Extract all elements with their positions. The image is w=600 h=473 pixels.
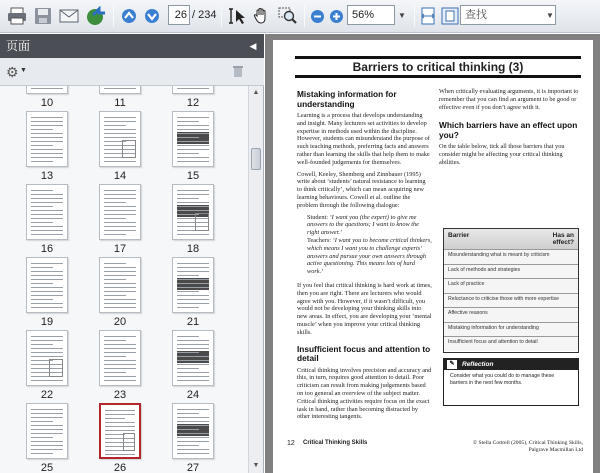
right-column (439, 88, 579, 171)
thumbnail-text-line (104, 279, 126, 280)
page-thumbnail-number[interactable]: 10 (40, 97, 54, 109)
thumbnail-text-line (177, 421, 209, 422)
thumbnail-text-line (177, 202, 209, 203)
thumbnail-text-line (31, 295, 63, 296)
paragraph: Cowell, Keeley, Shemberg and Zinnbauer (1995) write about ‘students’ natural resistance to learning to think critically’, which can mean acquiring new learning behaviours. Cowell et al. outline the problem through the following dialogue: (297, 170, 426, 209)
table-row: Mistaking information for understanding (444, 322, 578, 337)
left-column (297, 88, 432, 425)
pages-panel (0, 34, 264, 473)
page-thumbnails (0, 86, 248, 473)
thumbnail-text-line (177, 267, 209, 268)
text-select-icon[interactable] (226, 4, 248, 28)
reflection-title: Reflection (462, 361, 494, 368)
scroll-down-icon[interactable]: ▼ (252, 462, 260, 469)
thumbnail-text-line (177, 263, 209, 264)
thumbnail-text-line (31, 433, 63, 434)
thumbnail-text-line (177, 291, 199, 292)
chevron-down-icon[interactable]: ▼ (20, 67, 27, 74)
thumbnail-text-line (105, 434, 125, 435)
thumbnail-scrollbar[interactable] (248, 86, 263, 473)
thumbnail-text-line (177, 88, 209, 89)
thumbnail-text-line (177, 417, 209, 418)
thumbnail-text-line (31, 226, 63, 227)
thumbnail-text-line (177, 190, 209, 191)
toolbar (0, 0, 600, 33)
thumbnail-text-line (104, 303, 136, 304)
thumbnail-text-line (31, 271, 63, 272)
thumbnail-text-line (177, 295, 209, 296)
thumbnail-text-line (104, 299, 136, 300)
thumbnail-text-line (31, 409, 63, 410)
footer-page-number: 12 (287, 440, 295, 447)
thumbnail-text-line (177, 307, 199, 308)
previous-page-icon[interactable] (118, 4, 140, 28)
thumbnail-box (122, 140, 136, 158)
thumbnail-text-line (177, 425, 209, 426)
thumbnail-text-line (31, 437, 53, 438)
thumbnail-text-line (31, 303, 63, 304)
thumbnail-text-line (177, 413, 199, 414)
page-thumbnail-number[interactable]: 14 (113, 170, 127, 182)
page-thumbnail[interactable] (172, 111, 214, 167)
page-thumbnail-number[interactable]: 15 (186, 170, 200, 182)
page-total: / 234 (192, 9, 217, 21)
thumbnail-text-line (177, 441, 209, 442)
thumbnail-text-line (31, 137, 63, 138)
collapse-panel-icon[interactable]: ◀ (249, 41, 257, 51)
thumbnail-text-line (104, 376, 136, 377)
thumbnail-text-line (104, 267, 136, 268)
page-thumbnail[interactable] (26, 184, 68, 240)
thumbnail-text-line (177, 137, 199, 138)
thumbnail-text-line (104, 307, 136, 308)
thumbnail-text-line (31, 194, 63, 195)
thumbnail-text-line (177, 360, 209, 361)
thumbnail-text-line (104, 283, 136, 284)
thumbnail-text-line (31, 222, 53, 223)
collaborate-icon[interactable] (84, 4, 108, 28)
thumbnail-text-line (177, 453, 209, 454)
thumbnail-text-line (104, 263, 126, 264)
document-page (273, 40, 593, 473)
reflection-box (443, 358, 579, 406)
thumbnail-text-line (31, 157, 63, 158)
table-header (444, 229, 578, 249)
thumbnail-text-line (31, 299, 53, 300)
page-thumbnail[interactable] (26, 86, 68, 94)
thumbnail-text-line (105, 422, 135, 423)
thumbnail-text-line (104, 137, 136, 138)
table-row: Misunderstanding what is meant by criticism (444, 249, 578, 264)
page-thumbnail-number[interactable]: 21 (186, 316, 200, 328)
zoom-out-icon[interactable] (308, 4, 326, 28)
thumbnail-text-line (104, 161, 136, 162)
thumbnail-text-line (31, 283, 53, 284)
page-thumbnail[interactable] (99, 403, 141, 459)
thumbnail-text-line (104, 352, 136, 353)
thumbnail-text-line (104, 364, 136, 365)
thumbnail-text-line (31, 429, 63, 430)
thumbnail-text-line (31, 380, 63, 381)
page-thumbnail[interactable] (172, 184, 214, 240)
page-thumbnail[interactable] (99, 86, 141, 94)
thumbnail-text-line (31, 344, 53, 345)
thumbnail-text-line (177, 153, 199, 154)
thumbnail-text-line (105, 418, 125, 419)
next-page-icon[interactable] (141, 4, 163, 28)
thumbnail-text-line (177, 409, 209, 410)
thumbnail-text-line (104, 129, 136, 130)
thumbnail-text-line (104, 234, 126, 235)
page-thumbnail-number[interactable]: 20 (113, 316, 127, 328)
thumbnail-text-line (105, 414, 135, 415)
page-number-input[interactable]: 26 (168, 5, 190, 25)
barriers-table (443, 228, 579, 353)
thumbnail-text-line (177, 157, 209, 158)
thumbnail-text-line (104, 230, 136, 231)
thumbnail-text-line (31, 356, 63, 357)
dialog-label: Student: (307, 213, 328, 221)
thumbnail-text-line (177, 356, 209, 357)
thumbnail-text-line (104, 275, 136, 276)
thumbnail-text-line (31, 291, 63, 292)
marquee-zoom-icon[interactable] (276, 4, 300, 28)
panel-title: 页面 (6, 39, 31, 53)
thumbnail-text-line (177, 271, 209, 272)
thumbnail-text-line (104, 226, 136, 227)
thumbnail-text-line (177, 161, 209, 162)
thumbnail-text-line (104, 190, 136, 191)
thumbnail-text-line (104, 210, 136, 211)
thumbnail-text-line (31, 190, 53, 191)
thumbnail-text-line (104, 194, 136, 195)
page-thumbnail-number[interactable]: 18 (186, 243, 200, 255)
thumbnail-text-line (104, 218, 126, 219)
chevron-down-icon[interactable]: ▼ (546, 10, 554, 20)
thumbnail-text-line (31, 413, 63, 414)
thumbnail-text-line (177, 303, 209, 304)
thumbnail-text-line (31, 336, 63, 337)
thumbnail-text-line (31, 153, 63, 154)
thumbnail-text-line (31, 117, 63, 118)
page-thumbnail-number[interactable]: 27 (186, 462, 200, 473)
thumbnail-text-line (177, 348, 209, 349)
thumbnail-text-line (104, 121, 136, 122)
thumbnail-text-line (31, 352, 63, 353)
thumbnail-text-line (104, 340, 126, 341)
thumbnail-text-line (31, 425, 63, 426)
thumbnail-text-line (31, 348, 63, 349)
thumbnail-text-line (31, 141, 63, 142)
page-thumbnail[interactable] (172, 257, 214, 313)
zoom-in-icon[interactable] (327, 4, 345, 28)
thumbnail-text-line (177, 279, 209, 280)
thumbnail-text-line (177, 336, 199, 337)
thumbnail-text-line (31, 202, 63, 203)
thumbnail-text-line (104, 117, 136, 118)
thumbnail-text-line (31, 125, 63, 126)
paragraph: Learning is a process that develops understanding and insight. Many lecturers set activities to develop expertise in methods used within the discipline. However, students can misunderstand the purpose of such teaching methods, preferring facts and answers rather than learning the skills that help them to make well-founded judgements for themselves. (297, 112, 430, 166)
page-thumbnail[interactable] (172, 403, 214, 459)
thumbnail-text-line (31, 218, 63, 219)
scroll-up-icon[interactable]: ▲ (252, 89, 260, 96)
email-icon[interactable] (58, 4, 80, 28)
thumbnail-text-line (104, 206, 136, 207)
thumbnail-text-line (104, 372, 126, 373)
thumbnail-text-line (177, 433, 209, 434)
column-header: Has an effect? (552, 232, 574, 246)
search-input[interactable]: 查找 (460, 5, 556, 25)
panel-toolbar (0, 58, 264, 86)
thumbnail-text-line (104, 360, 136, 361)
thumbnail-box (195, 213, 209, 231)
panel-header (0, 34, 264, 58)
thumbnail-text-line (104, 88, 136, 89)
page-thumbnail-number[interactable]: 17 (113, 243, 127, 255)
thumbnail-text-line (31, 275, 63, 276)
dialog-label: Teachers: (307, 236, 332, 244)
thumbnail-text-line (31, 417, 63, 418)
thumbnail-text-line (104, 295, 126, 296)
dialog-line: ‘I want you to become critical thinkers, which means I want you to challenge experts’ answers and pursue your own answers through active questioning. This means lots of hard work.’ (307, 236, 432, 276)
thumbnail-text-line (104, 222, 136, 223)
thumbnail-text-line (177, 364, 209, 365)
thumbnail-text-line (177, 129, 209, 130)
thumbnail-text-line (177, 275, 199, 276)
thumbnail-text-line (105, 454, 135, 455)
thumbnail-text-line (31, 234, 63, 235)
thumbnail-text-line (177, 437, 209, 438)
reflection-icon: ✎ (447, 360, 457, 369)
thumbnail-text-line (31, 149, 63, 150)
thumbnail-text-line (31, 88, 63, 89)
thumbnail-text-line (31, 161, 53, 162)
thumbnail-text-line (104, 202, 126, 203)
thumbnail-text-line (177, 429, 199, 430)
thumbnail-text-line (105, 410, 135, 411)
reflection-header (444, 359, 578, 370)
thumbnail-text-line (31, 121, 63, 122)
thumbnail-text-line (177, 344, 209, 345)
thumbnail-text-line (104, 214, 136, 215)
thumbnail-text-line (177, 198, 199, 199)
page-title: Barriers to critical thinking (3) (295, 56, 581, 78)
thumbnail-text-line (177, 194, 209, 195)
paragraph: On the table below, tick all those barriers that you consider might be affecting your critical thinking abilities. (439, 143, 565, 166)
dialogue (307, 214, 432, 276)
thumbnail-text-line (31, 198, 63, 199)
thumbnail-text-line (31, 445, 63, 446)
page-thumbnail-number[interactable]: 11 (114, 97, 126, 109)
footer-copyright: © Stella Cottrell (2005), Critical Thinking Skills, Palgrave Macmillan Ltd (472, 440, 583, 453)
footer-book-title: Critical Thinking Skills (303, 440, 368, 446)
thumbnail-text-line (31, 449, 63, 450)
page-thumbnail-number[interactable]: 24 (186, 389, 200, 401)
thumbnail-text-line (31, 287, 63, 288)
thumbnail-text-line (105, 426, 135, 427)
thumbnail-box (49, 359, 63, 377)
thumbnail-text-line (104, 344, 136, 345)
section-heading: Which barriers have an effect upon you? (439, 120, 578, 140)
page-thumbnail[interactable] (172, 86, 214, 94)
thumbnail-text-line (177, 380, 209, 381)
thumbnail-text-line (177, 372, 209, 373)
thumbnail-text-line (177, 299, 209, 300)
thumbnail-box (123, 433, 135, 451)
print-icon[interactable] (6, 4, 28, 28)
thumbnail-text-line (104, 336, 136, 337)
thumbnail-text-line (31, 307, 63, 308)
thumbnail-text-line (31, 441, 63, 442)
thumbnail-text-line (104, 368, 136, 369)
document-view[interactable] (265, 34, 600, 473)
fit-page-icon[interactable] (440, 4, 460, 28)
thumbnail-text-line (177, 210, 209, 211)
section-heading: Mistaking information for understanding (297, 89, 397, 109)
thumbnail-text-line (31, 279, 63, 280)
thumbnail-text-line (177, 283, 209, 284)
page-thumbnail[interactable] (99, 257, 141, 313)
page-thumbnail-number[interactable]: 23 (113, 389, 127, 401)
page-thumbnail-number[interactable]: 12 (186, 97, 200, 109)
table-row: Lack of methods and strategies (444, 264, 578, 279)
reflection-body: Consider what you could do to manage these barriers in the next few months. (450, 373, 555, 386)
thumbnail-text-line (31, 453, 53, 454)
page-thumbnail[interactable] (99, 330, 141, 386)
thumbnail-text-line (31, 263, 63, 264)
page-thumbnail[interactable] (99, 111, 141, 167)
thumbnail-text-line (177, 449, 209, 450)
thumbnail-text-line (31, 206, 53, 207)
page-thumbnail[interactable] (26, 111, 68, 167)
hand-tool-icon[interactable] (250, 4, 272, 28)
table-row: Reluctance to criticise those with more expertise (444, 293, 578, 308)
page-thumbnail-number[interactable]: 13 (40, 170, 54, 182)
thumbnail-text-line (104, 133, 136, 134)
thumbnail-text-line (177, 145, 209, 146)
thumbnail-text-line (31, 340, 63, 341)
thumbnail-text-line (31, 133, 63, 134)
page-thumbnail-number[interactable]: 26 (113, 462, 127, 473)
thumbnail-text-line (177, 376, 209, 377)
page-thumbnail[interactable] (172, 330, 214, 386)
thumbnail-text-line (31, 421, 53, 422)
thumbnail-text-line (177, 125, 209, 126)
section-heading: Insufficient focus and attention to detail (297, 343, 431, 364)
thumbnail-text-line (177, 234, 209, 235)
thumbnail-text-line (31, 230, 63, 231)
page-thumbnail[interactable] (26, 330, 68, 386)
thumbnail-text-line (177, 352, 199, 353)
thumbnail-text-line (177, 149, 209, 150)
thumbnail-text-line (104, 291, 136, 292)
thumbnail-text-line (105, 450, 125, 451)
save-icon[interactable] (32, 4, 54, 28)
zoom-level-select[interactable]: 56% (347, 5, 395, 25)
thumbnail-text-line (31, 145, 53, 146)
column-header: Barrier (448, 232, 470, 239)
thumbnail-text-line (105, 430, 135, 431)
page-thumbnail[interactable] (26, 403, 68, 459)
thumbnail-text-line (104, 356, 126, 357)
fit-width-icon[interactable] (418, 4, 438, 28)
thumbnail-text-line (177, 117, 209, 118)
thumbnail-text-line (177, 121, 199, 122)
page-thumbnail-number[interactable]: 22 (40, 389, 54, 401)
scrollbar-thumb[interactable] (251, 148, 261, 170)
paragraph: When critically evaluating arguments, it is important to remember that you can find an argument to be good or effective even if you don’t agree with it. (439, 88, 579, 111)
page-thumbnail-number[interactable]: 19 (40, 316, 54, 328)
table-row: Insufficient focus and attention to detail (444, 336, 578, 351)
thumbnail-text-line (177, 287, 209, 288)
page-thumbnail[interactable] (99, 184, 141, 240)
thumbnail-text-line (104, 125, 126, 126)
thumbnail-text-line (177, 445, 199, 446)
chevron-down-icon[interactable]: ▼ (398, 10, 406, 20)
dialog-line: ‘I want you (the expert) to give me answers to the questions; I want to know the right answer.’ (307, 213, 419, 237)
thumbnail-text-line (31, 210, 63, 211)
thumbnail-text-line (31, 129, 53, 130)
thumbnail-text-line (104, 380, 136, 381)
options-gear-icon[interactable]: ⚙ (6, 64, 19, 80)
thumbnail-text-line (104, 287, 136, 288)
thumbnail-text-line (177, 141, 209, 142)
thumbnail-text-line (177, 368, 199, 369)
thumbnail-text-line (31, 267, 53, 268)
thumbnail-text-line (104, 198, 136, 199)
delete-page-icon[interactable] (232, 64, 244, 78)
thumbnail-text-line (104, 271, 136, 272)
page-thumbnail-number[interactable]: 16 (40, 243, 54, 255)
page-thumbnail-number[interactable]: 25 (40, 462, 54, 473)
page-thumbnail[interactable] (26, 257, 68, 313)
thumbnail-text-line (177, 206, 209, 207)
table-row: Lack of practice (444, 278, 578, 293)
table-row: Affective reasons (444, 307, 578, 322)
thumbnail-text-line (31, 214, 63, 215)
paragraph: If you feel that critical thinking is hard work at times, then you are right. There are lecturers who would agree with you. However, if it wasn’t difficult, you would not be developing your thinking skills into new areas. In effect, you are developing your ‘mental muscle’ when you improve your critical thinking skills. (297, 281, 432, 336)
paragraph: Critical thinking involves precision and accuracy and this, in turn, requires good attention to detail. Poor criticism can result from making judgements based on too general an overview of the subject matter. Critical thinking activities require focus on the exact task in hand, rather than becoming distracted by other interesting tangents. (297, 366, 432, 421)
thumbnail-text-line (177, 340, 209, 341)
thumbnail-text-line (177, 133, 209, 134)
thumbnail-text-line (104, 348, 136, 349)
